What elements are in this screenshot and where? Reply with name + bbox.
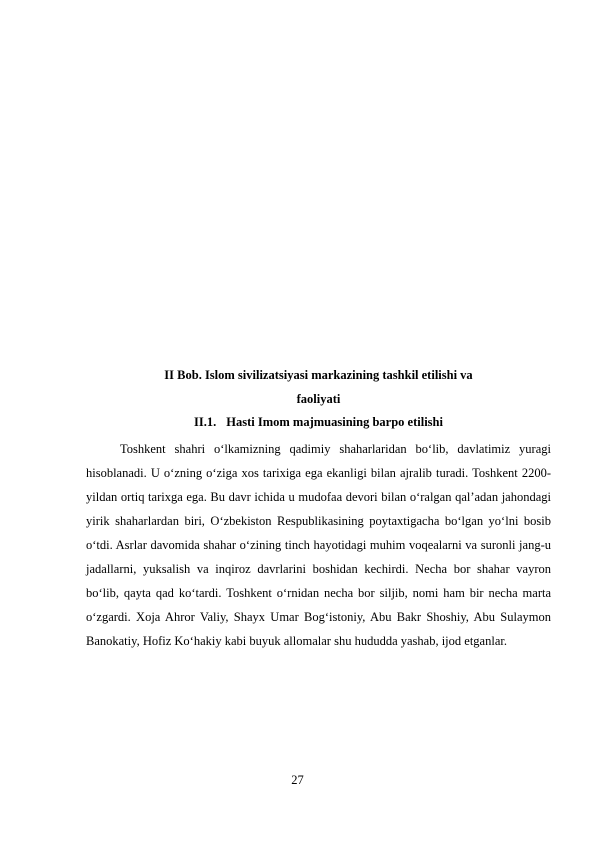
section-title: Hasti Imom majmuasining barpo etilishi — [226, 415, 443, 429]
section-heading — [86, 414, 551, 430]
chapter-title-line1: II Bob. Islom sivilizatsiyasi markazining tashkil etilishi va — [164, 368, 473, 382]
body-paragraph: Toshkent shahri o‘lkamizning qadimiy shaharlaridan bo‘lib, davlatimiz yuragi hisoblanadi. U o‘zning o‘ziga xos tarixiga ega ekanligi bilan ajralib turadi. Toshkent 2200-yildan ortiq tarixga ega. Bu davr ichida u mudofaa devori bilan o‘ralgan qal’adan jahondagi yirik shaharlardan biri, O‘zbekiston Respublikasining poytaxtigacha bo‘lgan yo‘lni bosib o‘tdi. Asrlar davomida shahar o‘zining tinch hayotidagi muhim voqealarni va suronli jang-u jadallarni, yuksalish va inqiroz davrlarini boshidan kechirdi. Necha bor shahar vayron bo‘lib, qayta qad ko‘tardi. Toshkent o‘rnidan necha bor siljib, nomi ham bir necha marta o‘zgardi. Xoja Ahror Valiy, Shayx Umar Bog‘istoniy, Abu Bakr Shoshiy, Abu Sulaymon Banokatiy, Hofiz Ko‘hakiy kabi buyuk allomalar shu hududda yashab, ijod etganlar. — [86, 442, 551, 648]
chapter-title-line2: faoliyati — [296, 392, 341, 406]
page-number: 27 — [291, 773, 304, 787]
section-number: II.1. — [194, 415, 217, 429]
